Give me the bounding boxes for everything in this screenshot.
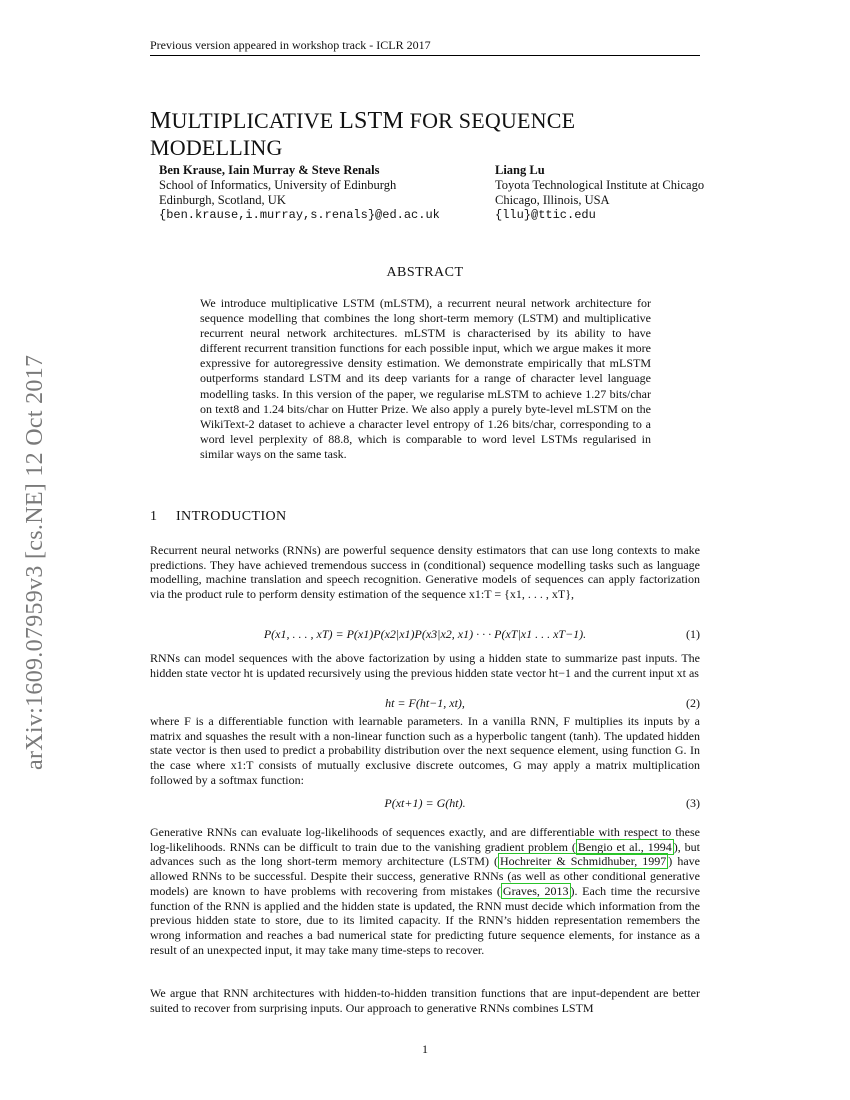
- author-email-right: {llu}@ttic.edu: [495, 208, 596, 222]
- abstract-text: We introduce multiplicative LSTM (mLSTM), a recurrent neural network architecture for sequence modelling that combines the long short-term memory (LSTM) and multiplicative recurrent neural network architectures. mLSTM is characterised by its ability to have different recurrent transition functions for each possible input, which we argue makes it more expressive for autoregressive density estimation. We demonstrate empirically that mLSTM outperforms standard LSTM and its deep variants for a range of character level language modelling tasks. In this version of the paper, we regularise mLSTM to achieve 1.27 bits/char on text8 and 1.24 bits/char on Hutter Prize. We also apply a purely byte-level mLSTM on the WikiText-2 dataset to achieve a character level entropy of 1.26 bits/char, corresponding to a word level perplexity of 88.8, which is comparable to word level LSTMs regularised in similar ways on the same task.: [200, 296, 651, 461]
- paper-title: [150, 108, 710, 161]
- author-affiliation-right: Toyota Technological Institute at Chicago: [495, 178, 705, 192]
- abstract-heading: ABSTRACT: [386, 265, 464, 280]
- section-number: 1: [150, 509, 158, 524]
- equation-1-number: (1): [686, 627, 700, 641]
- paragraph-4-part-b: ), but advances such as the long short-term memory architecture (LSTM) (: [150, 839, 701, 869]
- paragraph-4-part-d: ). Each time the recursive function of the RNN is applied and the hidden state is updated, the RNN must decide which information from the previous hidden state to store, due to its limited capacity. If the RNN’s hidden representation remembers the wrong information and reaches a bad numerical state for predicting future sequence elements, for instance as a result of an unexpected input, it may take many time-steps to recover.: [150, 883, 701, 957]
- page-number: 1: [422, 1042, 428, 1056]
- author-block-left: [159, 163, 489, 223]
- paragraph-4: [150, 825, 700, 957]
- title-word3: FOR SEQUENCE MODELLING: [150, 108, 576, 160]
- author-location-left: Edinburgh, Scotland, UK: [159, 193, 286, 207]
- author-email-left: {ben.krause,i.murray,s.renals}@ed.ac.uk: [159, 208, 440, 222]
- author-affiliation-left: School of Informatics, University of Edinburgh: [159, 178, 397, 192]
- citation-hochreiter[interactable]: Hochreiter & Schmidhuber, 1997: [500, 854, 667, 869]
- paragraph-5: We argue that RNN architectures with hidden-to-hidden transition functions that are input-dependent are better suited to recover from surprising inputs. Our approach to generative RNNs combines LSTM: [150, 986, 700, 1015]
- author-names-right: Liang Lu: [495, 163, 545, 177]
- equation-2-number: (2): [686, 696, 700, 710]
- citation-bengio[interactable]: Bengio et al., 1994: [577, 839, 672, 854]
- arxiv-stamp: [14, 300, 48, 770]
- title-word1-cap: M: [150, 108, 172, 134]
- section-title: INTRODUCTION: [176, 509, 287, 524]
- running-header: Previous version appeared in workshop track - ICLR 2017: [150, 38, 700, 56]
- paragraph-2: RNNs can model sequences with the above factorization by using a hidden state to summarize past inputs. The hidden state vector ht is updated recursively using the previous hidden state vector ht−1 and the current input xt as: [150, 651, 700, 680]
- arxiv-stamp-text: arXiv:1609.07959v3 [cs.NE] 12 Oct 2017: [22, 354, 48, 770]
- title-word2: LSTM: [339, 108, 404, 134]
- paragraph-4-part-a: Generative RNNs can evaluate log-likelihoods of sequences exactly, and are differentiable with respect to these log-likelihoods. RNNs can be difficult to train due to the vanishing gradient problem (: [150, 825, 700, 854]
- equation-1-body: P(x1, . . . , xT) = P(x1)P(x2|x1)P(x3|x2, x1) · · · P(xT|x1 . . . xT−1).: [263, 627, 587, 641]
- citation-graves[interactable]: Graves, 2013: [502, 883, 569, 898]
- equation-3-number: (3): [686, 796, 700, 810]
- equation-2-body: ht = F(ht−1, xt),: [385, 696, 465, 710]
- paragraph-3: where F is a differentiable function with learnable parameters. In a vanilla RNN, F multiplies its inputs by a matrix and squashes the result with a non-linear function such as a hyperbolic tangent (tanh). The updated hidden state vector is then used to predict a probability distribution over the next sequence element, using function G. In the case where x1:T consists of mutually exclusive discrete outcomes, G may apply a matrix multiplication followed by a softmax function:: [150, 714, 700, 787]
- author-block-right: [495, 163, 745, 223]
- author-location-right: Chicago, Illinois, USA: [495, 193, 610, 207]
- author-names-left: Ben Krause, Iain Murray & Steve Renals: [159, 163, 380, 177]
- paragraph-1: Recurrent neural networks (RNNs) are powerful sequence density estimators that can use long contexts to make predictions. They have achieved tremendous success in (conditional) sequence modelling tasks such as language modelling, machine translation and speech recognition. Generative models of sequences can apply factorization via the product rule to perform density estimation of the sequence x1:T = {x1, . . . , xT},: [150, 543, 700, 602]
- paragraph-4-part-c: ) have allowed RNNs to be successful. Despite their success, generative RNNs (as well as other conditional generative models) are known to have problems with recovering from mistakes (: [150, 854, 700, 898]
- title-word1-rest: ULTIPLICATIVE: [171, 108, 334, 133]
- section-heading-introduction: [150, 509, 287, 525]
- equation-3-body: P(xt+1) = G(ht).: [384, 796, 466, 810]
